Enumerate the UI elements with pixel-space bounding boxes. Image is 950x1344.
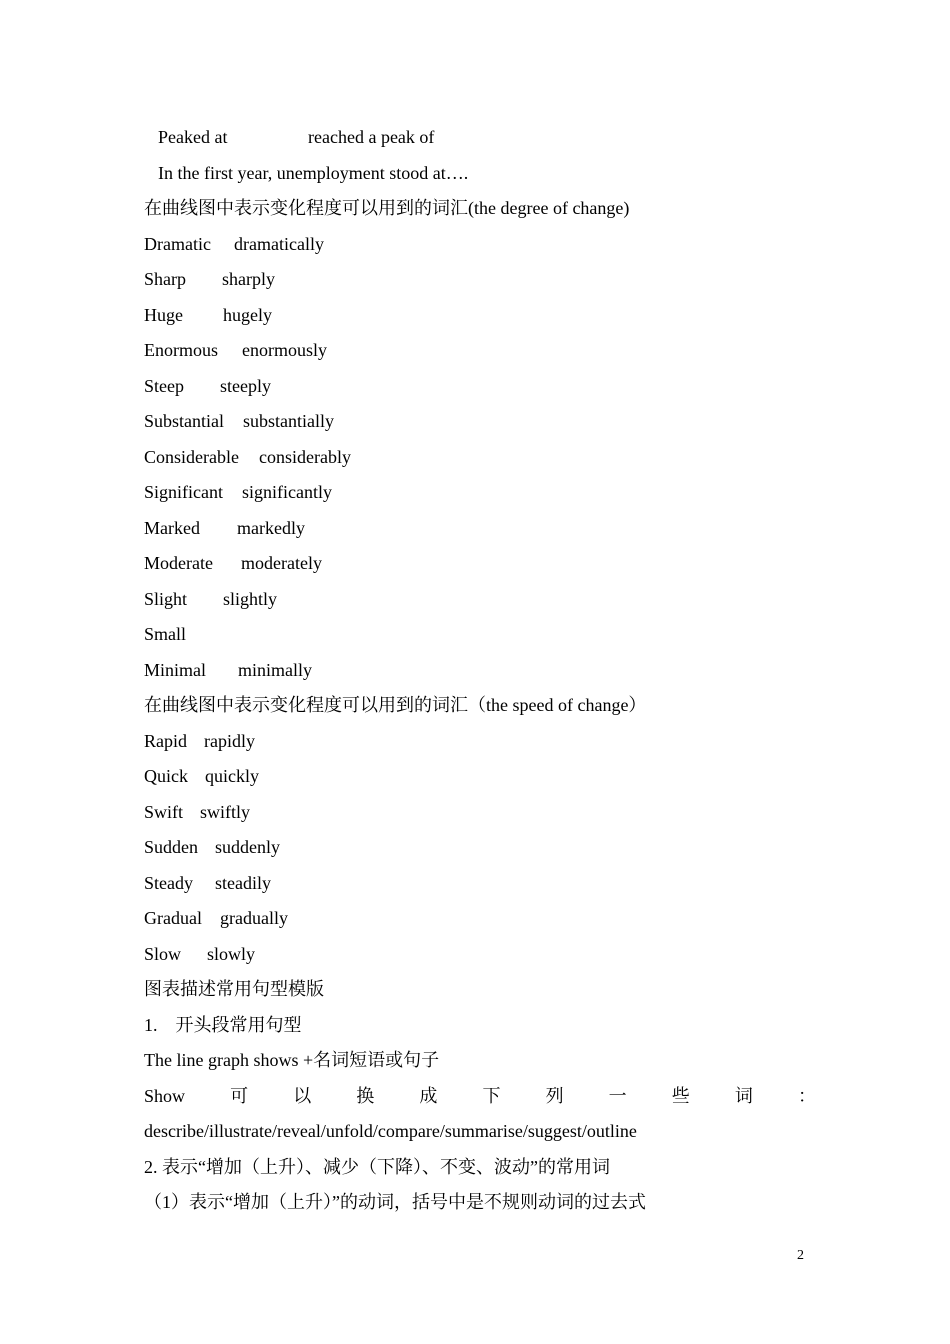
justified-character: 些	[671, 1085, 690, 1106]
degree-heading: 在曲线图中表示变化程度可以用到的词汇(the degree of change)	[144, 198, 630, 218]
speed-adverb: swiftly	[200, 801, 251, 822]
degree-adjective: Sharp	[144, 269, 186, 289]
degree-word-row	[144, 230, 816, 266]
speed-word-row	[144, 904, 816, 940]
degree-word-list	[144, 230, 816, 692]
justified-character: ：	[797, 1085, 816, 1106]
speed-adjective: Slow	[144, 943, 182, 964]
degree-word-row	[144, 478, 816, 514]
degree-word-row	[144, 549, 816, 585]
degree-adverb: hugely	[223, 304, 272, 325]
phrase-reached-peak: reached a peak of	[308, 127, 435, 147]
degree-adjective: Substantial	[144, 411, 224, 431]
page-content	[144, 123, 816, 1224]
degree-adverb: minimally	[238, 659, 312, 680]
speed-word-row	[144, 940, 816, 976]
justified-character: 一	[608, 1085, 627, 1106]
justified-character: 以	[293, 1085, 312, 1106]
speed-word-row	[144, 762, 816, 798]
degree-adjective: Dramatic	[144, 233, 211, 254]
justified-character: 可	[230, 1085, 249, 1106]
speed-heading: 在曲线图中表示变化程度可以用到的词汇（the speed of change）	[144, 695, 647, 715]
degree-word-row	[144, 514, 816, 550]
speed-adjective: Quick	[144, 766, 188, 786]
speed-word-row	[144, 727, 816, 763]
degree-word-row	[144, 372, 816, 408]
section-1-heading: 1. 开头段常用句型	[144, 1014, 302, 1035]
justified-character: 列	[545, 1085, 564, 1106]
degree-adverb: enormously	[242, 340, 327, 360]
speed-adverb: slowly	[207, 943, 256, 964]
degree-adjective: Enormous	[144, 340, 218, 360]
degree-word-row	[144, 585, 816, 621]
degree-adverb: substantially	[243, 411, 334, 431]
phrase-peaked-at: Peaked at	[158, 127, 228, 147]
degree-adverb: significantly	[242, 482, 332, 502]
justified-character: 成	[419, 1085, 438, 1106]
degree-adjective: Slight	[144, 588, 188, 609]
speed-adjective: Steady	[144, 872, 193, 893]
speed-word-row	[144, 869, 816, 905]
speed-adjective: Rapid	[144, 730, 187, 751]
justified-character: 换	[356, 1085, 375, 1106]
degree-adjective: Small	[144, 624, 187, 644]
degree-adverb: steeply	[220, 375, 271, 396]
speed-word-row	[144, 798, 816, 834]
page-number: 2	[797, 1248, 804, 1263]
degree-word-row	[144, 620, 816, 656]
degree-adverb: sharply	[222, 269, 275, 289]
degree-word-row	[144, 336, 816, 372]
show-word: Show	[144, 1085, 186, 1106]
unemployment-sentence: In the first year, unemployment stood at….	[158, 162, 469, 183]
degree-adjective: Marked	[144, 517, 200, 538]
speed-adjective: Sudden	[144, 837, 198, 857]
justified-character: 词	[734, 1085, 753, 1106]
degree-adjective: Minimal	[144, 659, 206, 680]
template-heading: 图表描述常用句型模版	[144, 979, 324, 999]
section-2-subheading: （1）表示“增加（上升）”的动词，括号中是不规则动词的过去式	[144, 1192, 646, 1212]
degree-adjective: Steep	[144, 375, 184, 396]
speed-adverb: suddenly	[215, 837, 280, 857]
degree-word-row	[144, 301, 816, 337]
degree-word-row	[144, 407, 816, 443]
speed-word-row	[144, 833, 816, 869]
peak-phrase-line	[144, 123, 816, 159]
speed-adverb: steadily	[215, 872, 271, 893]
speed-adjective: Swift	[144, 801, 184, 822]
line-graph-sentence: The line graph shows +名词短语或句子	[144, 1050, 440, 1070]
degree-adverb: dramatically	[234, 233, 324, 254]
speed-adverb: rapidly	[204, 730, 255, 751]
degree-adverb: markedly	[237, 517, 305, 538]
verb-list: describe/illustrate/reveal/unfold/compare/summarise/suggest/outline	[144, 1121, 637, 1141]
degree-adjective: Huge	[144, 304, 183, 325]
speed-adverb: gradually	[220, 908, 288, 928]
justified-character: 下	[482, 1085, 501, 1106]
degree-adverb: slightly	[223, 588, 278, 609]
degree-adverb: moderately	[241, 553, 322, 573]
degree-adjective: Moderate	[144, 553, 213, 573]
degree-adjective: Significant	[144, 482, 223, 502]
degree-word-row	[144, 443, 816, 479]
degree-adverb: considerably	[259, 446, 351, 467]
speed-adverb: quickly	[205, 766, 259, 786]
degree-word-row	[144, 265, 816, 301]
speed-adjective: Gradual	[144, 908, 202, 928]
speed-word-list	[144, 727, 816, 976]
degree-adjective: Considerable	[144, 446, 239, 467]
section-2-heading: 2. 表示“增加（上升）、减少（下降）、不变、波动”的常用词	[144, 1156, 610, 1177]
show-replacement-line	[144, 1082, 816, 1118]
degree-word-row	[144, 656, 816, 692]
